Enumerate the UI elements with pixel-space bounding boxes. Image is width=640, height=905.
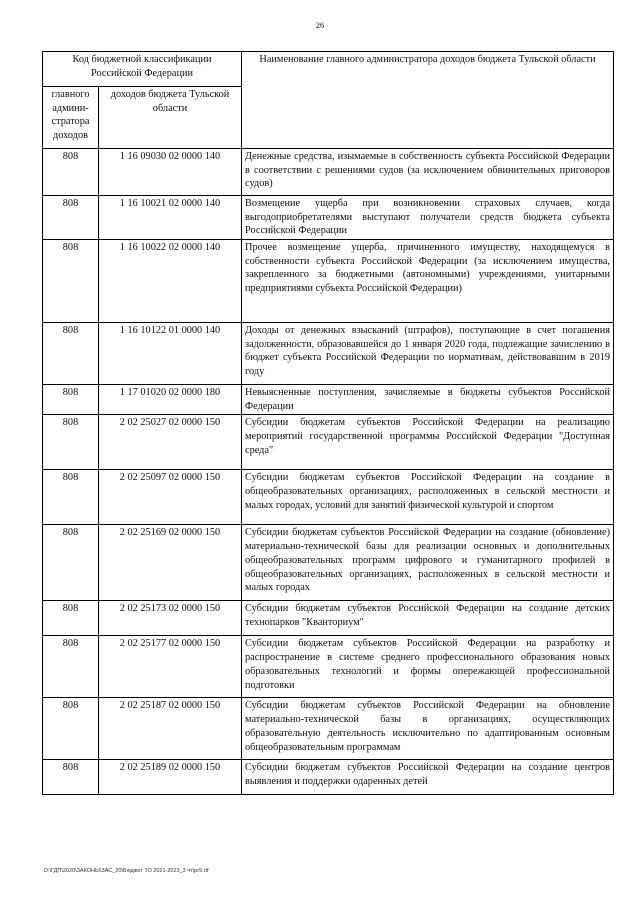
income-code-cell: 2 02 25169 02 0000 150 [99,525,242,601]
income-name-cell: Субсидии бюджетам субъектов Российской Федерации на создание детских технопарков "Кванториум" [242,601,614,636]
admin-code-cell: 808 [43,698,99,760]
admin-code-cell: 808 [43,601,99,636]
income-code-cell: 1 16 10021 02 0000 140 [99,196,242,240]
admin-code-cell: 808 [43,636,99,698]
income-code-cell: 2 02 25187 02 0000 150 [99,698,242,760]
admin-code-cell: 808 [43,196,99,240]
income-name-cell: Возмещение ущерба при возникновении страховых случаев, когда выгодоприобретателями выступают получатели средств бюджета субъекта Российской Федерации [242,196,614,240]
page-number: 26 [315,20,325,30]
header-admin-name: Наименование главного администратора доходов бюджета Тульской области [242,52,614,149]
income-code-cell: 2 02 25173 02 0000 150 [99,601,242,636]
header-row [43,52,614,87]
admin-code-cell: 808 [43,525,99,601]
table-row [43,601,614,636]
income-code-cell: 2 02 25177 02 0000 150 [99,636,242,698]
income-name-cell: Субсидии бюджетам субъектов Российской Федерации на создание центров выявления и поддержки одаренных детей [242,760,614,795]
header-code-group: Код бюджетной классификации Российской Федерации [43,52,242,87]
table-row [43,240,614,323]
admin-code-cell: 808 [43,470,99,525]
admin-code-cell: 808 [43,385,99,415]
income-code-cell: 1 16 09030 02 0000 140 [99,149,242,196]
admin-code-cell: 808 [43,149,99,196]
header-col-admin: главного админи-стратора доходов [43,87,99,149]
income-name-cell: Субсидии бюджетам субъектов Российской Федерации на создание (обновление) материально-технической базы для реализации основных и дополнительных общеобразовательных программ цифрового и гуманитарного профилей в общеобразовательных организациях, расположенных в сельской местности и малых городах [242,525,614,601]
table-row [43,470,614,525]
income-name-cell: Доходы от денежных взысканий (штрафов), поступающие в счет погашения задолженности, образовавшейся до 1 января 2020 года, подлежащие зачислению в бюджет субъекта Российской Федерации по нормативам, действовавшим в 2019 году [242,323,614,385]
table-row [43,415,614,470]
admin-code-cell: 808 [43,240,99,323]
table-row [43,698,614,760]
table-row [43,760,614,795]
header-col-income: доходов бюджета Тульской области [99,87,242,149]
table-row [43,149,614,196]
table-row [43,525,614,601]
income-code-cell: 2 02 25027 02 0000 150 [99,415,242,470]
admin-code-cell: 808 [43,415,99,470]
income-name-cell: Субсидии бюджетам субъектов Российской Федерации на обновление материально-технической базы в организациях, осуществляющих образовательную деятельность исключительно по адаптированным основным общеобразовательным программам [242,698,614,760]
table-row [43,636,614,698]
budget-table [42,51,614,795]
income-name-cell: Субсидии бюджетам субъектов Российской Федерации на создание в общеобразовательных организациях, расположенных в сельской местности и малых городах, условий для занятий физической культурой и спортом [242,470,614,525]
table-body [43,52,614,795]
table-row [43,323,614,385]
income-name-cell: Субсидии бюджетам субъектов Российской Федерации на реализацию мероприятий государственной программы Российской Федерации "Доступная среда" [242,415,614,470]
income-name-cell: Субсидии бюджетам субъектов Российской Федерации на разработку и распространение в системе среднего профессионального образования новых образовательных технологий и формы опережающей профессиональной подготовки [242,636,614,698]
income-code-cell: 2 02 25189 02 0000 150 [99,760,242,795]
income-code-cell: 1 16 10022 02 0000 140 [99,240,242,323]
admin-code-cell: 808 [43,760,99,795]
table-row [43,196,614,240]
income-name-cell: Прочее возмещение ущерба, причиненного имуществу, находящемуся в собственности субъекта Российской Федерации (за исключением имущества, закрепленного за бюджетными (автономными) учреждениями, унитарными предприятиями субъекта Российской Федерации) [242,240,614,323]
table-row [43,385,614,415]
income-name-cell: Денежные средства, изымаемые в собственность субъекта Российской Федерации в соответствии с решениями судов (за исключением обвинительных приговоров судов) [242,149,614,196]
income-code-cell: 1 16 10122 01 0000 140 [99,323,242,385]
file-path-footer: D:\ГДП\2020\ЗАКОНЫ\ЗАС_20\Бюджет ТО 2021-2023_3 чт\pr9.rtf [44,868,209,874]
income-code-cell: 2 02 25097 02 0000 150 [99,470,242,525]
admin-code-cell: 808 [43,323,99,385]
income-code-cell: 1 17 01020 02 0000 180 [99,385,242,415]
income-name-cell: Невыясненные поступления, зачисляемые в бюджеты субъектов Российской Федерации [242,385,614,415]
